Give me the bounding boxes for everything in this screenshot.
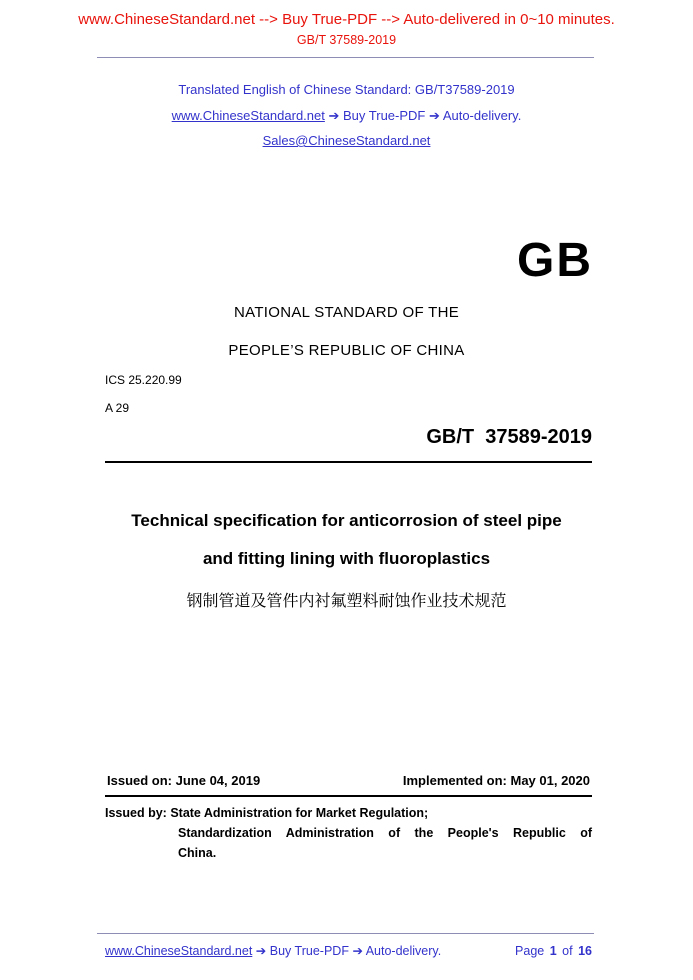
doc-code-header: GB/T 37589-2019 — [296, 33, 397, 47]
issue-divider — [105, 795, 592, 797]
issued-on-date: Issued on: June 04, 2019 — [107, 773, 261, 788]
footer-delivery-label: Auto-delivery. — [365, 944, 442, 958]
national-standard-line2: PEOPLE’S REPUBLIC OF CHINA — [228, 342, 465, 359]
header-links — [0, 108, 693, 124]
issue-dates-row — [107, 773, 590, 788]
implemented-on-date: Implemented on: May 01, 2020 — [402, 773, 590, 788]
issued-by-line — [105, 803, 592, 823]
translated-title: Translated English of Chinese Standard: GB/T37589-2019 — [178, 82, 515, 97]
footer-buy-label: Buy True-PDF — [269, 944, 349, 958]
arrow-icon: ➔ — [328, 108, 340, 123]
national-standard-line1: NATIONAL STANDARD OF THE — [234, 304, 459, 321]
arrow-icon: ➔ — [429, 108, 440, 123]
arrow-icon: ➔ — [255, 944, 267, 958]
issued-by-label: Issued by: — [105, 806, 167, 820]
footer-divider — [97, 933, 594, 934]
gb-logo: GB — [517, 234, 593, 287]
standard-number: GB/T 37589-2019 — [426, 426, 592, 448]
issued-by-org2-line1: Standardization Administration of the People's Republic of — [178, 826, 592, 840]
page-total: 16 — [578, 944, 592, 958]
site-link[interactable]: www.ChineseStandard.net — [171, 108, 325, 123]
title-chinese: 钢制管道及管件内衬氟塑料耐蚀作业技术规范 — [186, 593, 507, 610]
sales-email-link[interactable]: Sales@ChineseStandard.net — [262, 133, 431, 148]
footer-links — [105, 943, 441, 958]
issued-by-org1: State Administration for Market Regulation; — [170, 806, 429, 820]
title-english-line1: Technical specification for anticorrosion of steel pipe — [131, 511, 562, 530]
footer-site-link[interactable]: www.ChineseStandard.net — [105, 944, 253, 958]
email-line — [0, 133, 693, 148]
arrow-icon: ➔ — [352, 944, 363, 958]
page-of-label: of — [562, 944, 573, 958]
header-divider — [97, 57, 594, 58]
ics-code: ICS 25.220.99 — [105, 373, 182, 387]
classification-code: A 29 — [105, 401, 130, 415]
title-english-line2: and fitting lining with fluoroplastics — [202, 549, 491, 568]
auto-delivery-label: Auto-delivery. — [442, 108, 522, 123]
page-label: Page — [515, 944, 545, 958]
standard-number-divider — [105, 461, 592, 463]
issued-by-org2-line2: China. — [178, 846, 217, 860]
buy-true-pdf-label[interactable]: Buy True-PDF — [343, 108, 426, 123]
issued-by-block — [105, 803, 592, 863]
page-number: 1 — [549, 944, 557, 958]
page-footer — [105, 943, 592, 958]
page-indicator — [513, 944, 592, 958]
promo-banner: www.ChineseStandard.net --> Buy True-PDF --> Auto-delivered in 0~10 minutes. — [78, 11, 615, 28]
